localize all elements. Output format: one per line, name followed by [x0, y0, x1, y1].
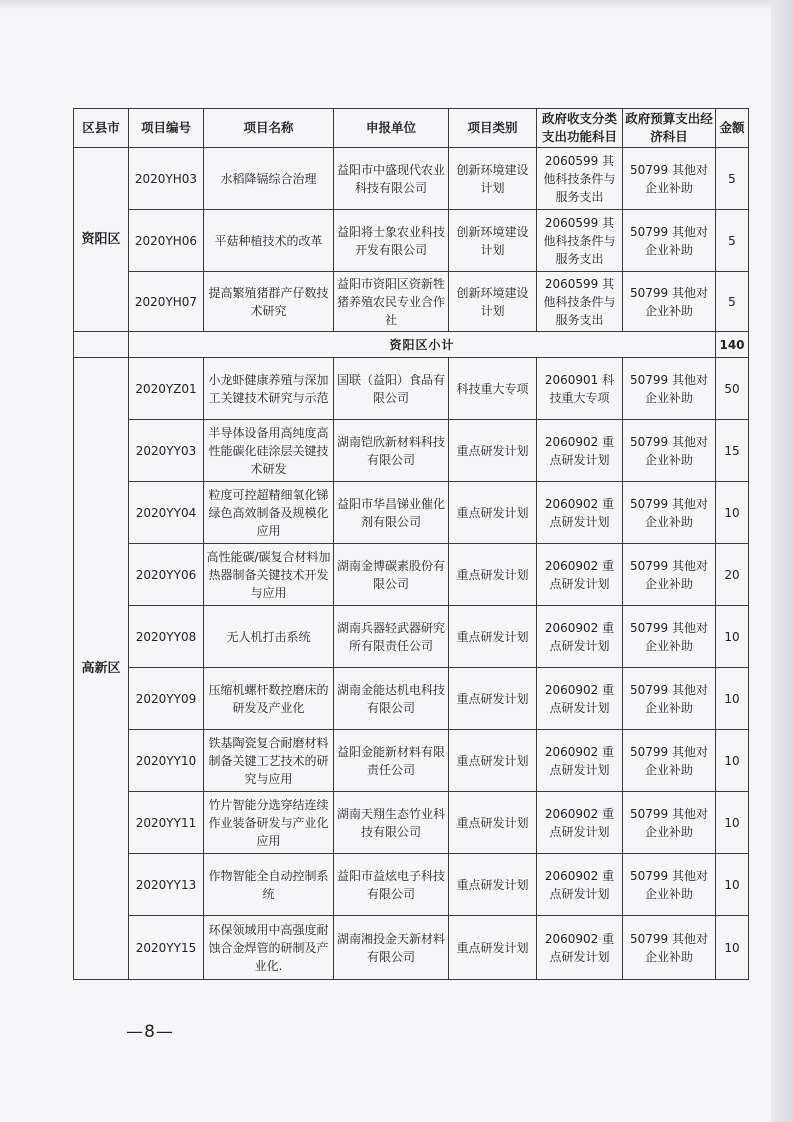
amount: 5 — [716, 272, 749, 332]
project-name: 环保领域用中高强度耐蚀合金焊管的研制及产业化. — [204, 916, 334, 980]
header-code: 项目编号 — [129, 109, 204, 148]
economic-subject: 50799 其他对企业补助 — [623, 358, 716, 420]
function-subject: 2060902 重点研发计划 — [537, 854, 623, 916]
function-subject: 2060902 重点研发计划 — [537, 792, 623, 854]
project-category: 创新环境建设计划 — [449, 210, 537, 272]
function-subject: 2060599 其他科技条件与服务支出 — [537, 148, 623, 210]
project-category: 创新环境建设计划 — [449, 272, 537, 332]
applicant-unit: 湖南金博碳素股份有限公司 — [334, 544, 449, 606]
project-category: 重点研发计划 — [449, 482, 537, 544]
project-category: 重点研发计划 — [449, 792, 537, 854]
amount: 10 — [716, 916, 749, 980]
funding-table — [73, 108, 749, 980]
page-edge-right — [771, 0, 793, 1122]
amount: 15 — [716, 420, 749, 482]
project-category: 重点研发计划 — [449, 668, 537, 730]
applicant-unit: 益阳市益炫电子科技有限公司 — [334, 854, 449, 916]
amount: 10 — [716, 792, 749, 854]
project-category: 创新环境建设计划 — [449, 148, 537, 210]
project-name: 小龙虾健康养殖与深加工关键技术研究与示范 — [204, 358, 334, 420]
page-number: —8— — [126, 1022, 174, 1042]
header-name: 项目名称 — [204, 109, 334, 148]
table-row — [74, 854, 749, 916]
project-code: 2020YH06 — [129, 210, 204, 272]
applicant-unit: 国联（益阳）食品有限公司 — [334, 358, 449, 420]
table-row — [74, 544, 749, 606]
table-row — [74, 210, 749, 272]
region-cell: 高新区 — [74, 358, 129, 980]
project-category: 重点研发计划 — [449, 544, 537, 606]
table-row — [74, 272, 749, 332]
applicant-unit: 益阳将士象农业科技开发有限公司 — [334, 210, 449, 272]
economic-subject: 50799 其他对企业补助 — [623, 916, 716, 980]
economic-subject: 50799 其他对企业补助 — [623, 730, 716, 792]
project-category: 科技重大专项 — [449, 358, 537, 420]
table-row — [74, 420, 749, 482]
table-row — [74, 358, 749, 420]
project-code: 2020YY13 — [129, 854, 204, 916]
project-name: 作物智能全自动控制系统 — [204, 854, 334, 916]
economic-subject: 50799 其他对企业补助 — [623, 792, 716, 854]
function-subject: 2060902 重点研发计划 — [537, 606, 623, 668]
project-code: 2020YY08 — [129, 606, 204, 668]
applicant-unit: 益阳市资阳区资新牲猪养殖农民专业合作社 — [334, 272, 449, 332]
project-category: 重点研发计划 — [449, 420, 537, 482]
function-subject: 2060902 重点研发计划 — [537, 420, 623, 482]
project-code: 2020YH03 — [129, 148, 204, 210]
function-subject: 2060902 重点研发计划 — [537, 482, 623, 544]
project-code: 2020YY09 — [129, 668, 204, 730]
applicant-unit: 湖南金能达机电科技有限公司 — [334, 668, 449, 730]
table-row — [74, 148, 749, 210]
amount: 50 — [716, 358, 749, 420]
project-name: 水稻降镉综合治理 — [204, 148, 334, 210]
amount: 10 — [716, 730, 749, 792]
applicant-unit: 湖南铠欣新材料科技有限公司 — [334, 420, 449, 482]
table-row — [74, 916, 749, 980]
table-row — [74, 792, 749, 854]
economic-subject: 50799 其他对企业补助 — [623, 148, 716, 210]
applicant-unit: 湖南湘投金天新材料有限公司 — [334, 916, 449, 980]
economic-subject: 50799 其他对企业补助 — [623, 854, 716, 916]
economic-subject: 50799 其他对企业补助 — [623, 210, 716, 272]
header-amount: 金额 — [716, 109, 749, 148]
subtotal-label: 资阳区小计 — [129, 332, 716, 358]
project-code: 2020YY04 — [129, 482, 204, 544]
project-code: 2020YY06 — [129, 544, 204, 606]
subtotal-empty-cell — [74, 332, 129, 358]
amount: 10 — [716, 668, 749, 730]
project-name: 铁基陶瓷复合耐磨材料制备关键工艺技术的研究与应用 — [204, 730, 334, 792]
applicant-unit: 益阳市华昌锑业催化剂有限公司 — [334, 482, 449, 544]
economic-subject: 50799 其他对企业补助 — [623, 544, 716, 606]
header-county: 区县市 — [74, 109, 129, 148]
project-name: 半导体设备用高纯度高性能碳化硅涂层关键技术研发 — [204, 420, 334, 482]
header-unit: 申报单位 — [334, 109, 449, 148]
header-category: 项目类别 — [449, 109, 537, 148]
project-name: 提高繁殖猪群产仔数技术研究 — [204, 272, 334, 332]
function-subject: 2060901 科技重大专项 — [537, 358, 623, 420]
region-cell: 资阳区 — [74, 148, 129, 332]
table-row — [74, 482, 749, 544]
applicant-unit: 湖南天翔生态竹业科技有限公司 — [334, 792, 449, 854]
table-row — [74, 606, 749, 668]
project-code: 2020YY03 — [129, 420, 204, 482]
economic-subject: 50799 其他对企业补助 — [623, 482, 716, 544]
project-category: 重点研发计划 — [449, 606, 537, 668]
project-name: 竹片智能分选穿结连续作业装备研发与产业化应用 — [204, 792, 334, 854]
project-code: 2020YH07 — [129, 272, 204, 332]
project-code: 2020YZ01 — [129, 358, 204, 420]
project-code: 2020YY11 — [129, 792, 204, 854]
amount: 10 — [716, 606, 749, 668]
economic-subject: 50799 其他对企业补助 — [623, 606, 716, 668]
function-subject: 2060902 重点研发计划 — [537, 668, 623, 730]
amount: 5 — [716, 148, 749, 210]
project-category: 重点研发计划 — [449, 916, 537, 980]
project-name: 无人机打击系统 — [204, 606, 334, 668]
project-name: 高性能碳/碳复合材料加热器制备关键技术开发与应用 — [204, 544, 334, 606]
project-code: 2020YY10 — [129, 730, 204, 792]
economic-subject: 50799 其他对企业补助 — [623, 668, 716, 730]
project-name: 压缩机螺杆数控磨床的研发及产业化 — [204, 668, 334, 730]
project-category: 重点研发计划 — [449, 730, 537, 792]
table-row — [74, 668, 749, 730]
header-econ-subject: 政府预算支出经济科目 — [623, 109, 716, 148]
table-row — [74, 730, 749, 792]
applicant-unit: 湖南兵器轻武器研究所有限责任公司 — [334, 606, 449, 668]
function-subject: 2060599 其他科技条件与服务支出 — [537, 210, 623, 272]
project-category: 重点研发计划 — [449, 854, 537, 916]
amount: 20 — [716, 544, 749, 606]
function-subject: 2060902 重点研发计划 — [537, 730, 623, 792]
header-row — [74, 109, 749, 148]
amount: 10 — [716, 482, 749, 544]
project-name: 粒度可控超精细氧化锑绿色高效制备及规模化应用 — [204, 482, 334, 544]
amount: 5 — [716, 210, 749, 272]
project-name: 平菇种植技术的改革 — [204, 210, 334, 272]
header-func-subject: 政府收支分类支出功能科目 — [537, 109, 623, 148]
applicant-unit: 益阳市中盛现代农业科技有限公司 — [334, 148, 449, 210]
page-edge-top — [0, 0, 793, 10]
applicant-unit: 益阳金能新材料有限责任公司 — [334, 730, 449, 792]
subtotal-value: 140 — [716, 332, 749, 358]
function-subject: 2060599 其他科技条件与服务支出 — [537, 272, 623, 332]
subtotal-row — [74, 332, 749, 358]
economic-subject: 50799 其他对企业补助 — [623, 420, 716, 482]
function-subject: 2060902 重点研发计划 — [537, 916, 623, 980]
amount: 10 — [716, 854, 749, 916]
project-code: 2020YY15 — [129, 916, 204, 980]
function-subject: 2060902 重点研发计划 — [537, 544, 623, 606]
economic-subject: 50799 其他对企业补助 — [623, 272, 716, 332]
